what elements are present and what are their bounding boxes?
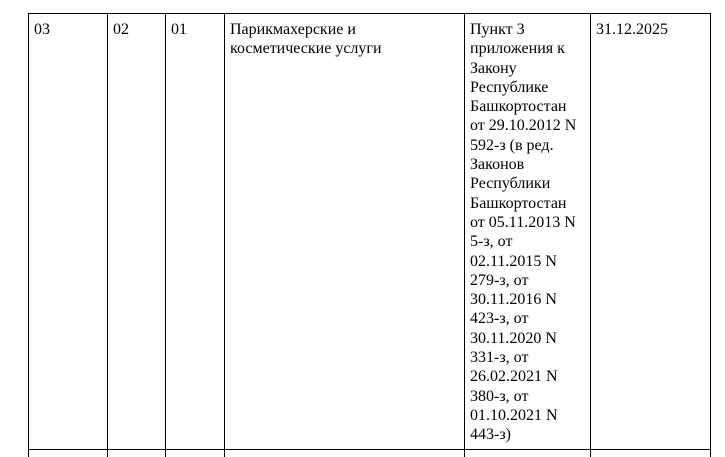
- service-text: Парикмахерские и косметические услуги: [230, 21, 382, 58]
- legal-basis-cell: [465, 14, 591, 450]
- end-date-text: 31.12.2025: [596, 21, 668, 38]
- service-cell: [225, 14, 465, 450]
- table-row: [29, 14, 711, 450]
- code-cell-2: [108, 14, 166, 450]
- code-2-text: 02: [113, 21, 129, 38]
- empty-cell: [108, 449, 166, 457]
- code-3-text: 01: [171, 21, 187, 38]
- empty-cell: [465, 449, 591, 457]
- code-cell-1: [29, 14, 108, 450]
- code-1-text: 03: [34, 21, 50, 38]
- end-date-cell: [591, 14, 711, 450]
- code-cell-3: [166, 14, 225, 450]
- legal-table: [28, 13, 711, 457]
- legal-basis-text: Пункт 3 приложения к Закону Республике Башкортостан от 29.10.2012 N 592-з (в ред. Законов Республики Башкортостан от 05.11.2013 N 5-з, от 02.11.2015 N 279-з, от 30.11.2016 N 423-з, от 30.11.2020 N 331-з, от 26.02.2021 N 380-з, от 01.10.2021 N 443-з): [470, 21, 577, 444]
- empty-cell: [225, 449, 465, 457]
- empty-cell: [166, 449, 225, 457]
- empty-cell: [29, 449, 108, 457]
- empty-cell: [591, 449, 711, 457]
- table-row: [29, 449, 711, 457]
